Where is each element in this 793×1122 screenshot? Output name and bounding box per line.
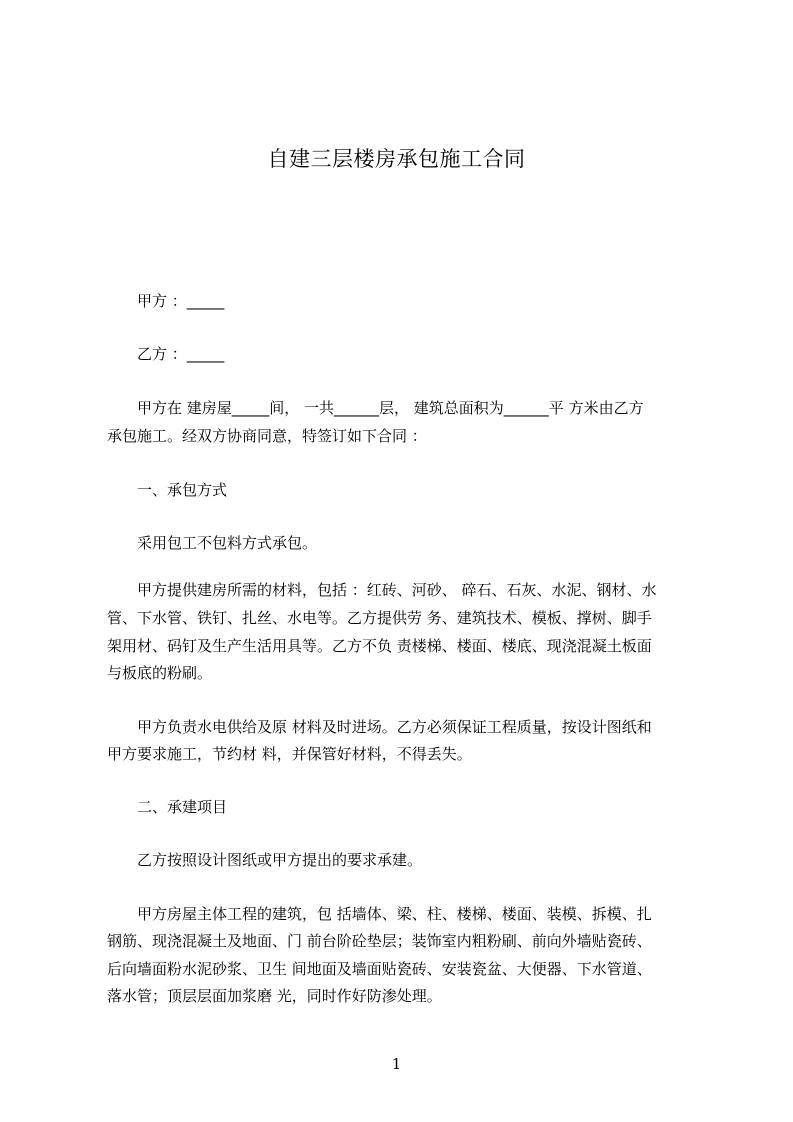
document-title: 自建三层楼房承包施工合同 bbox=[267, 147, 526, 171]
section-1-paragraph-3-line-1: 甲方负责水电供给及原 材料及时进场。乙方必须保证工程质量，按设计图纸和 bbox=[137, 718, 652, 736]
party-a-line: 甲方 ：_____ bbox=[137, 292, 225, 310]
section-1-paragraph-2-line-1: 甲方提供建房所需的材料，包括 ：红砖、河砂、 碎石、石灰、水泥、钢材、水 bbox=[137, 581, 657, 599]
intro-line-1: 甲方在 建房屋_____间， 一共______层， 建筑总面积为______平 方米由乙方 bbox=[137, 399, 644, 417]
section-1-paragraph-1: 采用包工不包料方式承包。 bbox=[137, 534, 318, 552]
section-1-paragraph-2-line-3: 架用材、码钉及生产生活用具等。乙方不负 责楼梯、楼面、楼底、现浇混凝土板面 bbox=[107, 637, 652, 655]
section-2-paragraph-2-line-2: 钢筋、现浇混凝土及地面、门 前台阶砼垫层；装饰室内粗粉刷、前向外墙贴瓷砖、 bbox=[107, 932, 652, 950]
section-2-paragraph-1: 乙方按照设计图纸或甲方提出的要求承建。 bbox=[137, 851, 423, 869]
section-2-heading: 二、承建项目 bbox=[137, 798, 228, 816]
section-2-paragraph-2-line-1: 甲方房屋主体工程的建筑，包 括墙体、梁、柱、楼梯、楼面、装模、拆模、扎 bbox=[137, 905, 652, 923]
page-number: 1 bbox=[391, 1055, 402, 1073]
section-1-heading: 一、承包方式 bbox=[137, 481, 228, 499]
section-2-paragraph-2-line-4: 落水管；顶层层面加浆磨 光，同时作好防渗处理。 bbox=[107, 987, 442, 1005]
section-1-paragraph-2-line-4: 与板底的粉刷。 bbox=[107, 664, 213, 682]
party-b-line: 乙方 ：_____ bbox=[137, 345, 225, 363]
section-2-paragraph-2-line-3: 后向墙面粉水泥砂浆、卫生 间地面及墙面贴瓷砖、安装瓷盆、大便器、下水管道、 bbox=[107, 960, 652, 978]
section-1-paragraph-3-line-2: 甲方要求施工，节约材 料，并保管好材料，不得丢失。 bbox=[107, 745, 472, 763]
intro-line-2: 承包施工。经双方协商同意，特签订如下合同 ： bbox=[107, 427, 427, 445]
section-1-paragraph-2-line-2: 管、下水管、铁钉、扎丝、水电等。乙方提供劳 务、建筑技术、模板、撑树、脚手 bbox=[107, 609, 652, 627]
